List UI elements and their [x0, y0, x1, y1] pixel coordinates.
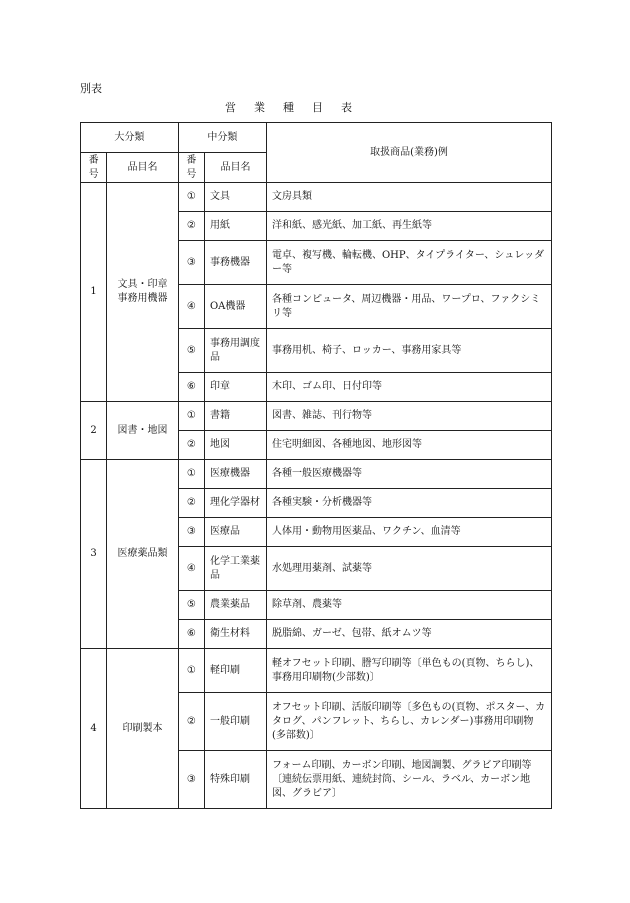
table-row — [81, 402, 552, 431]
middle-category-name: 化学工業薬品 — [204, 547, 266, 591]
major-category-number: 4 — [81, 649, 107, 809]
middle-category-name: OA機器 — [204, 285, 266, 329]
major-category-number: 3 — [81, 460, 107, 649]
example-products: 各種コンピュータ、周辺機器・用品、ワープロ、ファクシミリ等 — [266, 285, 551, 329]
title-char: 種 — [283, 101, 294, 114]
example-products: 軽オフセット印刷、謄写印刷等〔単色もの(頁物、ちらし)、事務用印刷物(少部数)〕 — [266, 649, 551, 693]
middle-category-name: 衛生材料 — [204, 620, 266, 649]
middle-category-name: 特殊印刷 — [204, 751, 266, 809]
major-category-name: 図書・地図 — [107, 402, 179, 460]
middle-category-name: 理化学器材 — [204, 489, 266, 518]
major-category-number: 1 — [81, 183, 107, 402]
middle-category-number: ② — [178, 489, 204, 518]
middle-num-header: 番号 — [178, 153, 204, 183]
table-row — [81, 649, 552, 693]
middle-category-number: ⑤ — [178, 329, 204, 373]
example-products: 電卓、複写機、輪転機、OHP、タイプライター、シュレッダー等 — [266, 241, 551, 285]
example-products: 人体用・動物用医薬品、ワクチン、血清等 — [266, 518, 551, 547]
middle-category-name: 地図 — [204, 431, 266, 460]
middle-category-number: ① — [178, 402, 204, 431]
example-products: 住宅明細図、各種地図、地形図等 — [266, 431, 551, 460]
middle-category-number: ③ — [178, 518, 204, 547]
appendix-label: 別表 — [80, 82, 102, 95]
example-products: 各種一般医療機器等 — [266, 460, 551, 489]
middle-category-number: ③ — [178, 751, 204, 809]
example-products: 脱脂綿、ガーゼ、包帯、紙オムツ等 — [266, 620, 551, 649]
middle-category-name: 事務用調度品 — [204, 329, 266, 373]
middle-category-number: ③ — [178, 241, 204, 285]
example-products: 事務用机、椅子、ロッカー、事務用家具等 — [266, 329, 551, 373]
middle-category-number: ① — [178, 460, 204, 489]
page-title — [225, 99, 370, 115]
middle-category-name: 用紙 — [204, 212, 266, 241]
middle-category-number: ④ — [178, 547, 204, 591]
major-category-name: 印刷製本 — [107, 649, 179, 809]
example-products: フォーム印刷、カーボン印刷、地図調製、グラビア印刷等〔連続伝票用紙、連続封筒、シール、ラベル、カーボン地図、グラビア〕 — [266, 751, 551, 809]
example-products: 木印、ゴム印、日付印等 — [266, 373, 551, 402]
middle-category-name: 農業薬品 — [204, 591, 266, 620]
middle-category-number: ② — [178, 693, 204, 751]
middle-category-name: 書籍 — [204, 402, 266, 431]
middle-name-header: 品目名 — [204, 153, 266, 183]
major-category-number: 2 — [81, 402, 107, 460]
title-char: 営 — [225, 101, 236, 114]
major-category-header: 大分類 — [81, 123, 179, 153]
major-num-header: 番号 — [81, 153, 107, 183]
middle-category-name: 事務機器 — [204, 241, 266, 285]
middle-category-name: 軽印刷 — [204, 649, 266, 693]
table-row — [81, 460, 552, 489]
middle-category-number: ① — [178, 183, 204, 212]
middle-category-number: ② — [178, 212, 204, 241]
middle-category-name: 一般印刷 — [204, 693, 266, 751]
major-name-header: 品目名 — [107, 153, 179, 183]
examples-header: 取扱商品(業務)例 — [266, 123, 551, 183]
title-char: 業 — [254, 101, 265, 114]
middle-category-number: ② — [178, 431, 204, 460]
example-products: 各種実験・分析機器等 — [266, 489, 551, 518]
middle-category-name: 医療機器 — [204, 460, 266, 489]
middle-category-number: ① — [178, 649, 204, 693]
example-products: 除草剤、農薬等 — [266, 591, 551, 620]
example-products: オフセット印刷、活版印刷等〔多色もの(頁物、ポスター、カタログ、パンフレット、ちらし、カレンダー)事務用印刷物(多部数)〕 — [266, 693, 551, 751]
title-char: 目 — [312, 101, 323, 114]
example-products: 洋和紙、感光紙、加工紙、再生紙等 — [266, 212, 551, 241]
middle-category-name: 印章 — [204, 373, 266, 402]
middle-category-number: ⑤ — [178, 591, 204, 620]
header-row — [81, 123, 552, 153]
major-category-name: 文具・印章 事務用機器 — [107, 183, 179, 402]
middle-category-name: 文具 — [204, 183, 266, 212]
example-products: 文房具類 — [266, 183, 551, 212]
example-products: 水処理用薬剤、試薬等 — [266, 547, 551, 591]
middle-category-header: 中分類 — [178, 123, 266, 153]
middle-category-number: ⑥ — [178, 620, 204, 649]
middle-category-number: ④ — [178, 285, 204, 329]
middle-category-number: ⑥ — [178, 373, 204, 402]
middle-category-name: 医療品 — [204, 518, 266, 547]
example-products: 図書、雑誌、刊行物等 — [266, 402, 551, 431]
table-row — [81, 183, 552, 212]
title-char: 表 — [341, 101, 352, 114]
business-category-table — [80, 122, 552, 809]
major-category-name: 医療薬品類 — [107, 460, 179, 649]
